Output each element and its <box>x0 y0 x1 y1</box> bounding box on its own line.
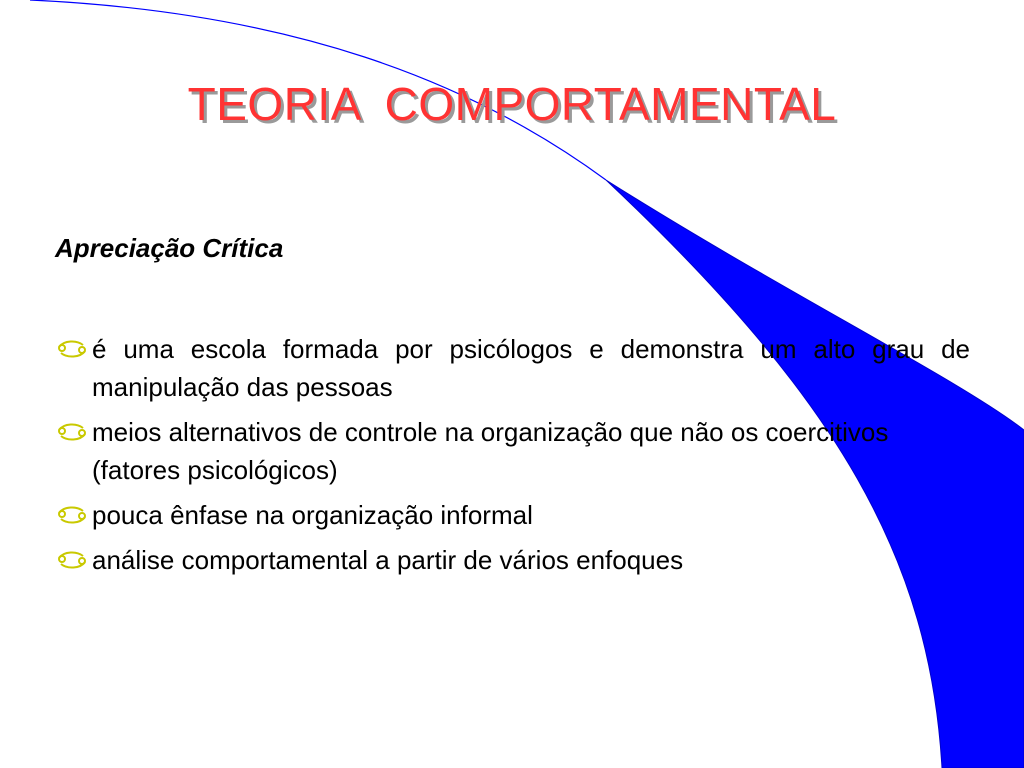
list-item <box>55 496 970 534</box>
cancer-sign-icon <box>55 505 89 525</box>
cancer-sign-icon <box>55 339 89 359</box>
bullet-text: é uma escola formada por psicólogos e demonstra um alto grau de manipulação das pessoas <box>92 334 970 402</box>
bullet-text: meios alternativos de controle na organização que não os coercitivos (fatores psicológicos) <box>92 417 889 485</box>
list-item <box>55 413 970 489</box>
cancer-sign-icon <box>55 550 89 570</box>
list-item <box>55 541 970 579</box>
slide-title: TEORIA COMPORTAMENTAL <box>187 78 837 130</box>
list-item <box>55 330 970 406</box>
cancer-sign-icon <box>55 422 89 442</box>
slide-subtitle: Apreciação Crítica <box>55 233 284 263</box>
bullet-text: pouca ênfase na organização informal <box>92 500 533 530</box>
bullet-text: análise comportamental a partir de vários enfoques <box>92 545 684 575</box>
bullet-list <box>55 330 970 586</box>
